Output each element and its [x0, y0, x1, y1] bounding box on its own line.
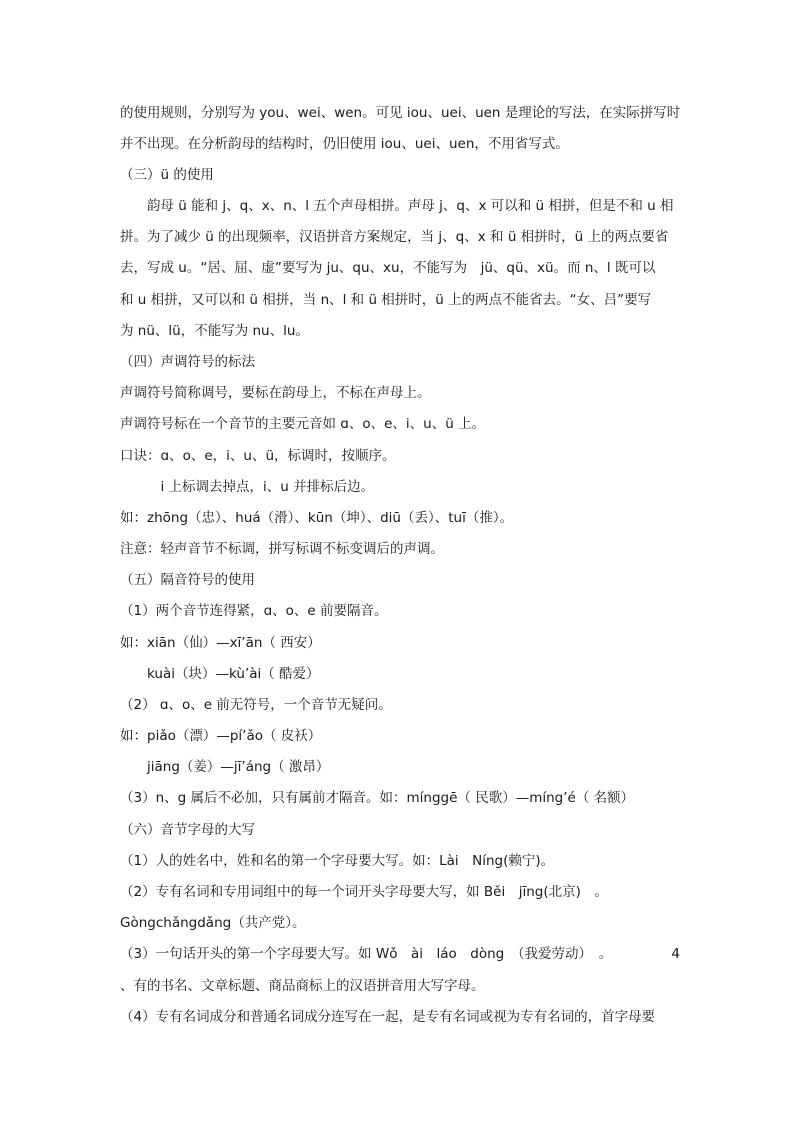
paragraph-line	[120, 944, 680, 964]
paragraph-line: Gòngchǎngdǎng（共产党）。	[120, 915, 306, 931]
section-heading: （三）ü 的使用	[120, 167, 214, 183]
section-heading: （五）隔音符号的使用	[120, 572, 255, 588]
section-heading: （六）音节字母的大写	[120, 822, 255, 838]
paragraph-line: 的使用规则，分别写为 you、wei、wen。可见 iou、uei、uen 是理论的写法，在实际拼写时	[120, 105, 681, 121]
paragraph-line: （1）两个音节连得紧，ɑ、o、e 前要隔音。	[120, 603, 388, 619]
section-heading: （四）声调符号的标法	[120, 354, 255, 370]
paragraph-line: 韵母 ü 能和 j、q、x、n、l 五个声母相拼。声母 j、q、x 可以和 ü 相拼，但是不和 u 相	[120, 198, 674, 214]
paragraph-line: （3）n、g 属后不必加，只有属前才隔音。如：mínggē（ 民歌）—míng’é（ 名额）	[120, 790, 635, 806]
paragraph-line: 拼。为了减少 ü 的出现频率，汉语拼音方案规定，当 j、q、x 和 ü 相拼时，ü 上的两点要省	[120, 229, 669, 245]
paragraph-line: （2）专有名词和专用词组中的每一个词开头字母要大写，如 Běi jīng(北京) 。	[120, 884, 608, 900]
paragraph-line: 口诀：ɑ、o、e，i、u、ü，标调时，按顺序。	[120, 448, 396, 464]
paragraph-line: 注意：轻声音节不标调，拼写标调不标变调后的声调。	[120, 541, 444, 557]
example-line: kuài（块）—kù’ài（ 酷爱）	[120, 666, 320, 682]
paragraph-line-text: （3）一句话开头的第一个字母要大写。如 Wǒ ài láo dòng （我爱劳动） 。	[120, 946, 613, 962]
paragraph-line: 并不出现。在分析韵母的结构时，仍旧使用 iou、uei、uen，不用省写式。	[120, 136, 569, 152]
paragraph-line: i 上标调去掉点，i、u 并排标后边。	[120, 479, 375, 495]
example-line: jiāng（姜）—jī’áng（ 激昂）	[120, 759, 330, 775]
example-line: 如：piǎo（漂）—pí’ǎo（ 皮袄）	[120, 728, 322, 744]
paragraph-line: 声调符号标在一个音节的主要元音如 ɑ、o、e、i、u、ü 上。	[120, 416, 486, 432]
paragraph-line: 和 u 相拼，又可以和 ü 相拼，当 n、l 和 ü 相拼时，ü 上的两点不能省去。“女、吕”要写	[120, 292, 652, 308]
paragraph-line: 为 nü、lü，不能写为 nu、lu。	[120, 323, 309, 339]
paragraph-line: （4）专有名词成分和普通名词成分连写在一起，是专有名词或视为专有名词的，首字母要	[120, 1009, 656, 1025]
paragraph-line: 声调符号简称调号，要标在韵母上，不标在声母上。	[120, 385, 431, 401]
page-number-fragment: 4	[671, 946, 680, 962]
paragraph-line: 去，写成 u。“居、屈、虚”要写为 ju、qu、xu，不能写为 jü、qü、xü。而 n、l 既可以	[120, 260, 656, 276]
paragraph-line: （1）人的姓名中，姓和名的第一个字母要大写。如：Lài Níng(赖宁)。	[120, 853, 555, 869]
paragraph-line: （2） ɑ、o、e 前无符号，一个音节无疑问。	[120, 697, 392, 713]
example-line: 如：zhōng（忠）、huá（滑）、kūn（坤）、diū（丢）、tuī（推）。	[120, 510, 514, 526]
example-line: 如：xiān（仙）—xī’ān（ 西安）	[120, 635, 321, 651]
paragraph-line: 、有的书名、文章标题、商品商标上的汉语拼音用大写字母。	[120, 978, 485, 994]
